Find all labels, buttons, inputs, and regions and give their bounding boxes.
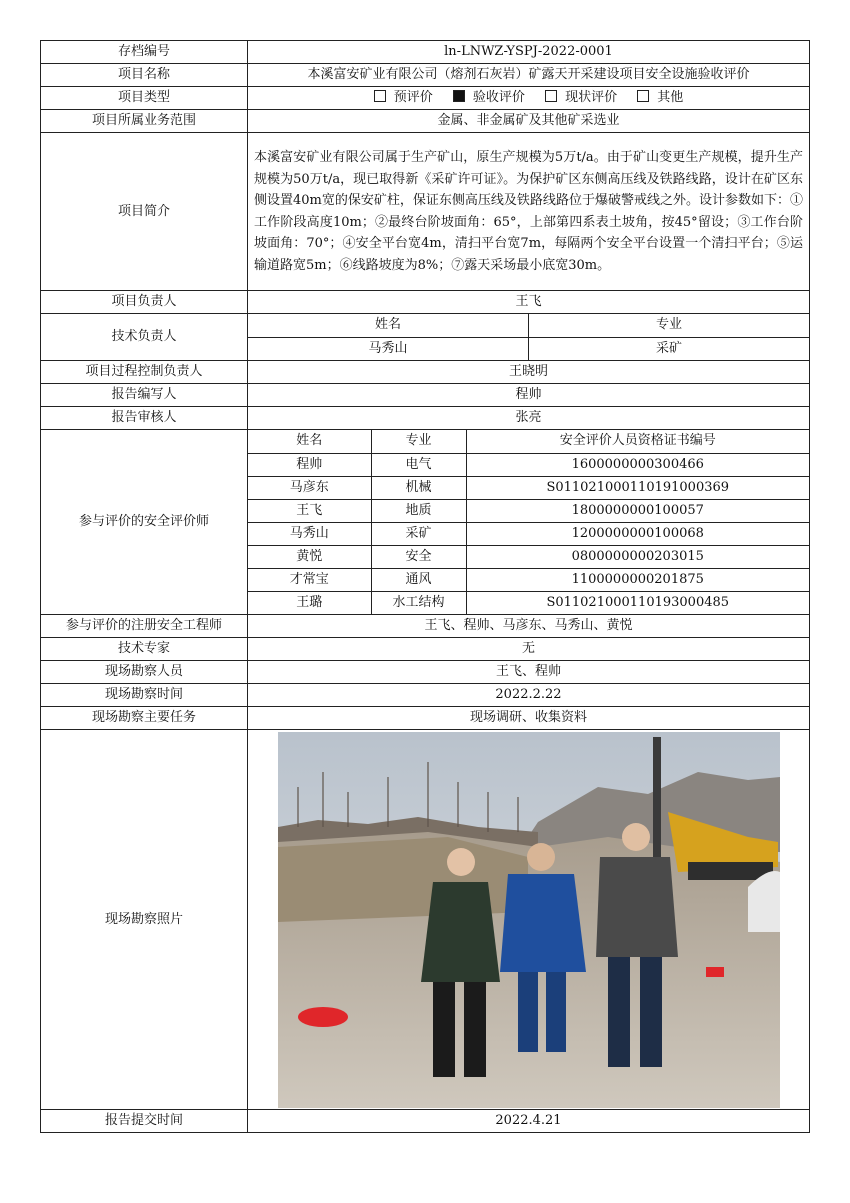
option-pre-eval[interactable]: 预评价 <box>370 90 437 105</box>
survey-photo-label: 现场勘察照片 <box>41 730 248 1110</box>
tech-leader-name: 马秀山 <box>248 337 529 360</box>
table-row <box>248 591 809 614</box>
evaluator-major: 安全 <box>371 545 466 568</box>
survey-task-value: 现场调研、收集资料 <box>248 707 810 730</box>
table-row <box>248 476 809 499</box>
evaluator-name: 马秀山 <box>248 522 371 545</box>
evaluators-header-cert: 安全评价人员资格证书编号 <box>466 430 809 453</box>
table-row <box>248 499 809 522</box>
tech-leader-col-major: 专业 <box>529 314 810 337</box>
red-marker <box>298 1007 348 1027</box>
checkbox-icon <box>545 90 557 102</box>
evaluator-major: 电气 <box>371 453 466 476</box>
evaluator-name: 马彦东 <box>248 476 371 499</box>
tech-leader-label: 技术负责人 <box>41 314 248 361</box>
tech-expert-label: 技术专家 <box>41 638 248 661</box>
process-control-label: 项目过程控制负责人 <box>41 361 248 384</box>
evaluation-info-table <box>40 40 810 1133</box>
evaluator-major: 机械 <box>371 476 466 499</box>
checkbox-icon <box>374 90 386 102</box>
table-row <box>248 453 809 476</box>
survey-task-label: 现场勘察主要任务 <box>41 707 248 730</box>
project-leader-value: 王飞 <box>248 291 810 314</box>
evaluator-name: 才常宝 <box>248 568 371 591</box>
tech-leader-major: 采矿 <box>529 337 810 360</box>
evaluator-cert: 1800000000100057 <box>466 499 809 522</box>
report-reviewer-label: 报告审核人 <box>41 407 248 430</box>
business-scope-label: 项目所属业务范围 <box>41 110 248 133</box>
evaluator-name: 程帅 <box>248 453 371 476</box>
table-row <box>248 545 809 568</box>
tech-leader-col-name: 姓名 <box>248 314 529 337</box>
table-row <box>248 522 809 545</box>
project-type-label: 项目类型 <box>41 87 248 110</box>
survey-time-value: 2022.2.22 <box>248 684 810 707</box>
evaluator-major: 通风 <box>371 568 466 591</box>
evaluator-name: 王璐 <box>248 591 371 614</box>
reg-engineers-label: 参与评价的注册安全工程师 <box>41 615 248 638</box>
project-leader-label: 项目负责人 <box>41 291 248 314</box>
evaluator-cert: 0800000000203015 <box>466 545 809 568</box>
project-type-options <box>248 87 810 110</box>
process-control-value: 王晓明 <box>248 361 810 384</box>
option-acceptance-eval[interactable]: 验收评价 <box>449 90 529 105</box>
archive-no-value: ln-LNWZ-YSPJ-2022-0001 <box>248 41 810 64</box>
site-survey-photo <box>278 732 780 1108</box>
evaluator-cert: S011021000110193000485 <box>466 591 809 614</box>
project-name-label: 项目名称 <box>41 64 248 87</box>
archive-no-label: 存档编号 <box>41 41 248 64</box>
evaluator-cert: 1200000000100068 <box>466 522 809 545</box>
evaluators-header-major: 专业 <box>371 430 466 453</box>
table-row <box>248 568 809 591</box>
evaluators-label: 参与评价的安全评价师 <box>41 430 248 615</box>
evaluators-header-name: 姓名 <box>248 430 371 453</box>
site-photo-illustration <box>278 732 780 1108</box>
reg-engineers-value: 王飞、程帅、马彦东、马秀山、黄悦 <box>248 615 810 638</box>
checkbox-icon <box>637 90 649 102</box>
intro-text: 本溪富安矿业有限公司属于生产矿山，原生产规模为5万t/a。由于矿山变更生产规模，提升生产规模为50万t/a，现已取得新《采矿许可证》。为保护矿区东侧高压线及铁路线路，设计在矿区东侧设置40m宽的保安矿柱，保证东侧高压线及铁路线路位于爆破警戒线之外。设计参数如下：①工作阶段高度10m；②最终台阶坡面角：65°，上部第四系表土坡角，按45°留设；③工作台阶坡面角：70°；④安全平台宽4m，清扫平台宽7m，每隔两个安全平台设置一个清扫平台；⑤运输道路宽5m；⑥线路坡度为8%；⑦露天采场最小底宽30m。 <box>248 133 810 291</box>
evaluator-name: 王飞 <box>248 499 371 522</box>
red-marker <box>706 967 724 977</box>
option-status-eval[interactable]: 现状评价 <box>541 90 621 105</box>
tech-expert-value: 无 <box>248 638 810 661</box>
evaluator-major: 采矿 <box>371 522 466 545</box>
evaluator-name: 黄悦 <box>248 545 371 568</box>
business-scope-value: 金属、非金属矿及其他矿采选业 <box>248 110 810 133</box>
tech-leader-table <box>248 314 809 360</box>
intro-label: 项目简介 <box>41 133 248 291</box>
evaluator-cert: 1600000000300466 <box>466 453 809 476</box>
project-name-value: 本溪富安矿业有限公司（熔剂石灰岩）矿露天开采建设项目安全设施验收评价 <box>248 64 810 87</box>
evaluator-cert: 1100000000201875 <box>466 568 809 591</box>
report-reviewer-value: 张亮 <box>248 407 810 430</box>
checkbox-checked-icon <box>453 90 465 102</box>
survey-staff-label: 现场勘察人员 <box>41 661 248 684</box>
evaluator-major: 地质 <box>371 499 466 522</box>
survey-time-label: 现场勘察时间 <box>41 684 248 707</box>
report-writer-value: 程帅 <box>248 384 810 407</box>
submit-time-label: 报告提交时间 <box>41 1110 248 1133</box>
option-other[interactable]: 其他 <box>633 90 687 105</box>
survey-staff-value: 王飞、程帅 <box>248 661 810 684</box>
report-writer-label: 报告编写人 <box>41 384 248 407</box>
submit-time-value: 2022.4.21 <box>248 1110 810 1133</box>
evaluator-major: 水工结构 <box>371 591 466 614</box>
evaluators-table <box>248 430 809 614</box>
evaluator-cert: S011021000110191000369 <box>466 476 809 499</box>
